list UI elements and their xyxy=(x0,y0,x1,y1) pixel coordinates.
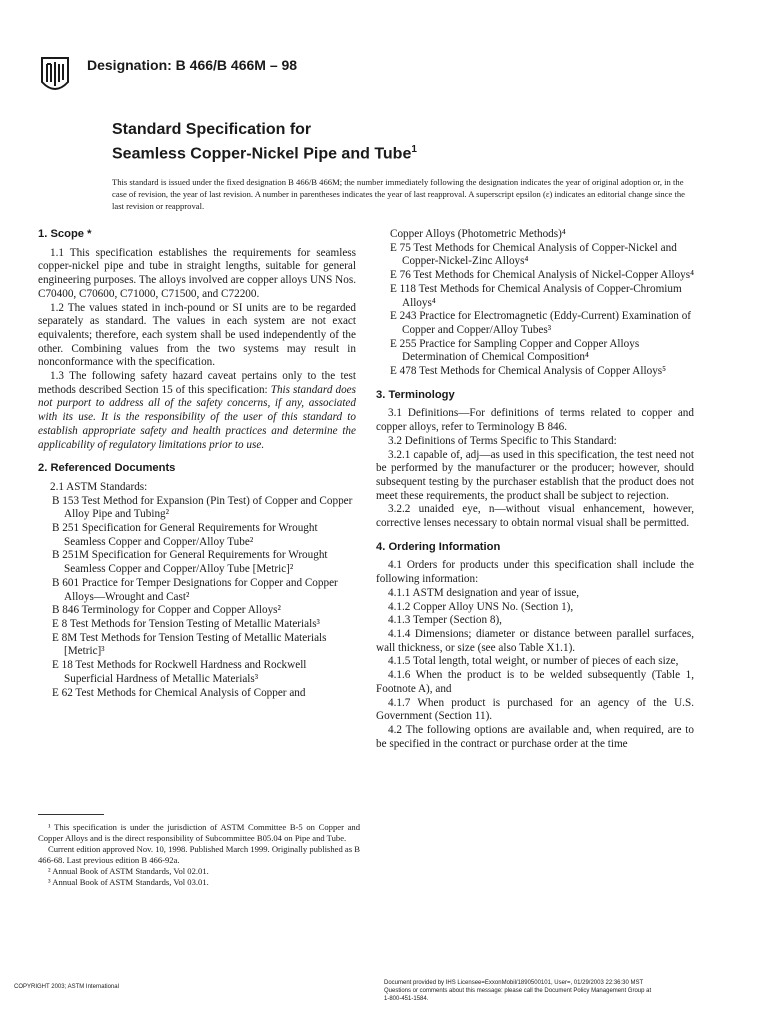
footnote-divider xyxy=(38,814,104,815)
document-title xyxy=(112,120,417,164)
reference-item: E 62 Test Methods for Chemical Analysis of Copper and xyxy=(52,686,306,699)
reference-item: E 76 Test Methods for Chemical Analysis of Nickel-Copper Alloys⁴ xyxy=(390,269,694,282)
order-item: 4.1.4 Dimensions; diameter or distance between parallel surfaces, wall thickness, or size (see also Table X1.1). xyxy=(376,627,694,654)
order-item: 4.1.5 Total length, total weight, or number of pieces of each size, xyxy=(388,655,679,668)
order-item: 4.1 Orders for products under this specification shall include the following information: xyxy=(376,559,694,586)
paragraph-3-2: 3.2 Definitions of Terms Specific to This Standard: xyxy=(388,434,617,447)
reference-item: E 75 Test Methods for Chemical Analysis of Copper-Nickel and Copper-Nickel-Zinc Alloys⁴ xyxy=(390,241,677,268)
reference-item-continued: Copper Alloys (Photometric Methods)⁴ xyxy=(390,228,566,240)
designation: Designation: B 466/B 466M – 98 xyxy=(87,57,298,73)
paragraph-2-1: 2.1 ASTM Standards: xyxy=(50,480,148,493)
paragraph-1-3: 1.3 The following safety hazard caveat pertains only to the test methods described Section 15 of this specification: This standard does not purport to address all of the safety concerns, if any, associated with its use. It is the responsibility of the user of this standard to establish appropriate safety and health practices and determine the applicability of regulatory limitations prior to use. xyxy=(38,370,356,451)
section-4-heading: 4. Ordering Information xyxy=(376,540,501,553)
title-footnote-mark: 1 xyxy=(411,144,417,155)
order-item: 4.2 The following options are available and, when required, are to be specified in the contract or purchase order at the time xyxy=(376,723,694,750)
title-line-2: Seamless Copper-Nickel Pipe and Tube$^1$ xyxy=(112,144,417,163)
paragraph-3-1: 3.1 Definitions—For definitions of terms related to copper and copper alloys, refer to Terminology B 846. xyxy=(376,407,694,434)
section-3-heading: 3. Terminology xyxy=(376,388,455,401)
footnote: Current edition approved Nov. 10, 1998. Published March 1999. Originally published as B 466-68. Last previous edition B 466-92a. xyxy=(38,844,360,865)
footnotes xyxy=(38,822,360,888)
safety-caveat: This standard does not purport to address all of the safety concerns, if any, associated with its use. It is the responsibility of the user of this standard to establish appropriate safety and health practices and determine the applicability of regulatory limitations prior to use. xyxy=(38,383,356,451)
order-item: 4.1.7 When product is purchased for an agency of the U.S. Government (Section 11). xyxy=(376,696,694,723)
footnote: ² Annual Book of ASTM Standards, Vol 02.01. xyxy=(48,866,209,876)
astm-logo xyxy=(38,52,72,96)
footnote: ¹ This specification is under the jurisdiction of ASTM Committee B-5 on Copper and Copper Alloys and is the direct responsibility of Subcommittee B05.04 on Pipe and Tube. xyxy=(38,822,360,843)
right-column xyxy=(376,228,694,751)
license-notice: Document provided by IHS Licensee=ExxonMobil/1890500101, User=, 01/29/2003 22:36:30 MST Questions or comments about this message: please call the Document Policy Management Group at 1-800-451-1584. xyxy=(384,980,652,1002)
title-line-1: Standard Specification for xyxy=(112,121,312,138)
reference-item: E 478 Test Methods for Chemical Analysis of Copper Alloys⁵ xyxy=(390,365,667,378)
reference-item: E 8 Test Methods for Tension Testing of Metallic Materials³ xyxy=(52,617,320,630)
order-item: 4.1.6 When the product is to be welded subsequently (Table 1, Footnote A), and xyxy=(376,669,694,695)
reference-item: B 601 Practice for Temper Designations for Copper and Copper Alloys—Wrought and Cast² xyxy=(52,576,338,603)
intro-note: This standard is issued under the fixed designation B 466/B 466M; the number immediately following the designation indicates the year of original adoption or, in the case of revision, the year of last revision. A number in parentheses indicates the year of last reapproval. A superscript epsilon (ε) indicates an editorial change since the last revision or reapproval. xyxy=(112,177,685,211)
order-item: 4.1.2 Copper Alloy UNS No. (Section 1), xyxy=(388,600,574,613)
copyright-notice: COPYRIGHT 2003; ASTM International xyxy=(14,984,119,990)
reference-item: E 118 Test Methods for Chemical Analysis of Copper-Chromium Alloys⁴ xyxy=(390,282,682,309)
reference-item: E 255 Practice for Sampling Copper and Copper Alloys Determination of Chemical Composition⁴ xyxy=(390,337,640,364)
paragraph-3-2-2: 3.2.2 unaided eye, n—without visual enhancement, however, corrective lenses necessary to obtain normal visual shall be permitted. xyxy=(376,503,694,530)
reference-item: B 846 Terminology for Copper and Copper Alloys² xyxy=(52,604,281,617)
reference-item: B 251 Specification for General Requirements for Wrought Seamless Copper and Copper/Alloy Tube² xyxy=(52,522,318,548)
footnote: ³ Annual Book of ASTM Standards, Vol 03.01. xyxy=(48,877,209,887)
order-item: 4.1.1 ASTM designation and year of issue, xyxy=(388,586,580,599)
left-column xyxy=(38,228,356,700)
reference-item: E 243 Practice for Electromagnetic (Eddy-Current) Examination of Copper and Copper/Alloy Tubes³ xyxy=(390,310,692,336)
paragraph-1-1: 1.1 This specification establishes the requirements for seamless copper-nickel pipe and tube in straight lengths, suitable for general engineering purposes. The alloys involved are copper alloys UNS Nos. C70400, C70600, C71000, C71500, and C72200. xyxy=(38,246,356,300)
section-1-heading: 1. Scope * xyxy=(38,228,92,240)
paragraph-3-2-1: 3.2.1 capable of, adj—as used in this specification, the test need not be performed by the manufacturer or the producer; however, should subsequent testing by the purchaser establish that the product does not meet these requirements, the product shall be subject to rejection. xyxy=(376,448,694,502)
order-item: 4.1.3 Temper (Section 8), xyxy=(388,614,502,627)
reference-item: B 153 Test Method for Expansion (Pin Test) of Copper and Copper Alloy Pipe and Tubing² xyxy=(52,494,353,521)
reference-item: E 18 Test Methods for Rockwell Hardness and Rockwell Superficial Hardness of Metallic Materials³ xyxy=(52,659,307,685)
paragraph-1-2: 1.2 The values stated in inch-pound or SI units are to be regarded separately as standard. The values in each system are not exact equivalents; therefore, each system shall be used independently of the other. Combining values from the two systems may result in nonconformance with the specification. xyxy=(38,301,356,369)
reference-item: E 8M Test Methods for Tension Testing of Metallic Materials [Metric]³ xyxy=(52,631,327,658)
reference-item: B 251M Specification for General Requirements for Wrought Seamless Copper and Copper/Alloy Tube [Metric]² xyxy=(52,549,328,576)
section-2-heading: 2. Referenced Documents xyxy=(38,462,176,475)
